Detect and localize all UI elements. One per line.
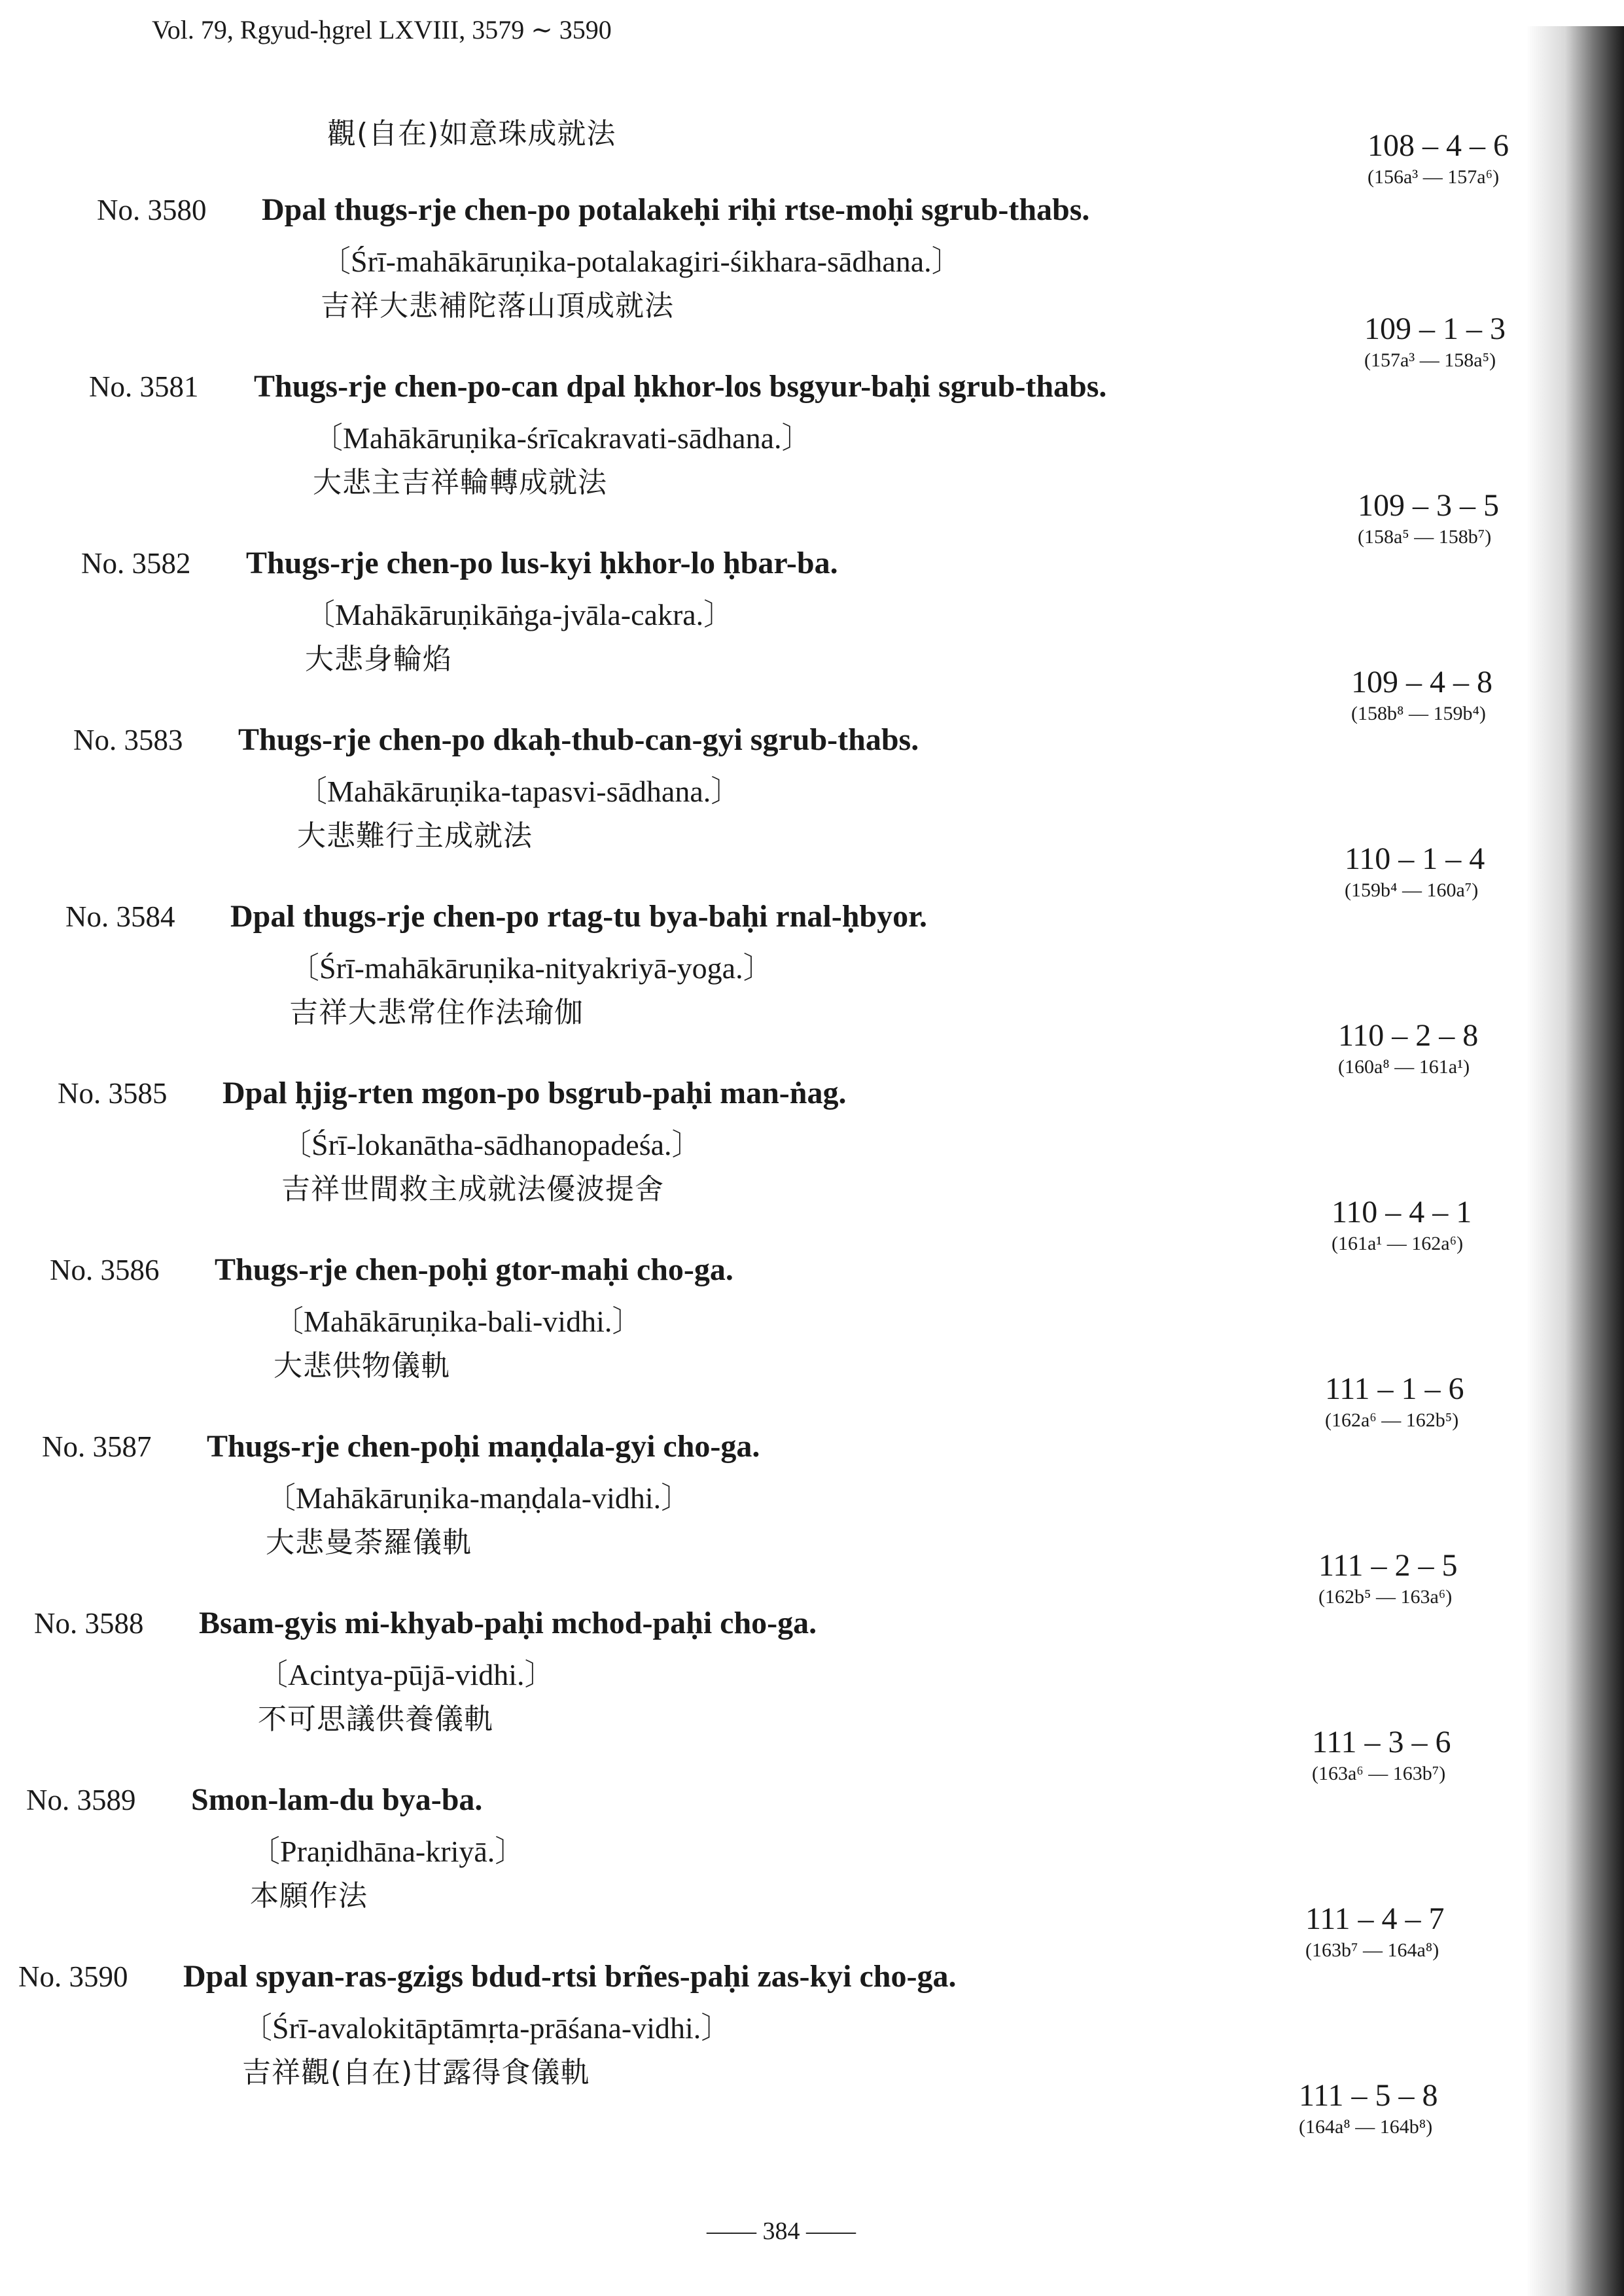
entry-tibetan-title: Thugs-rje chen-po lus-kyi ḥkhor-lo ḥbar-ba. — [246, 546, 838, 580]
entry-sanskrit-title: 〔Śrī-mahākāruṇika-potalakagiri-śikhara-sādhana.〕 — [321, 245, 962, 278]
folio-ref-main: 109 – 4 – 8 — [1351, 665, 1492, 699]
entry-sanskrit-title: 〔Mahākāruṇikāṅga-jvāla-cakra.〕 — [305, 598, 734, 631]
entry-chinese-title: 大悲主吉祥輪轉成就法 — [313, 466, 607, 499]
entry-sanskrit-title: 〔Acintya-pūjā-vidhi.〕 — [258, 1658, 555, 1691]
entry-chinese-title: 吉祥大悲常住作法瑜伽 — [289, 996, 584, 1029]
entry-sanskrit-title: 〔Mahākāruṇika-maṇḍala-vidhi.〕 — [266, 1481, 692, 1515]
entry-chinese-title: 吉祥世間救主成就法優波提舍 — [281, 1173, 664, 1206]
folio-ref-sub: (158b⁸ — 159b⁴) — [1351, 703, 1486, 724]
folio-ref-main: 111 – 5 – 8 — [1299, 2078, 1438, 2113]
entry-sanskrit-title: 〔Praṇidhāna-kriyā.〕 — [250, 1835, 525, 1868]
entry-tibetan-title: Dpal spyan-ras-gzigs bdud-rtsi brñes-paḥi zas-kyi cho-ga. — [183, 1959, 957, 1994]
entry-folio-ref — [1351, 664, 1492, 725]
folio-ref-sub: (160a⁸ — 161a¹) — [1338, 1056, 1470, 1078]
running-head: Vol. 79, Rgyud-ḥgrel LXVIII, 3579 ∼ 3590 — [152, 15, 612, 44]
folio-ref-sub: (162a⁶ — 162b⁵) — [1325, 1409, 1459, 1431]
folio-ref-sub: (159b⁴ — 160a⁷) — [1345, 879, 1479, 901]
entry-number: No. 3589 — [26, 1784, 136, 1816]
entry-folio-ref — [1312, 1724, 1451, 1785]
entry-tibetan-title: Thugs-rje chen-poḥi gtor-maḥi cho-ga. — [215, 1252, 733, 1287]
entry-sanskrit-title: 〔Śrī-mahākāruṇika-nityakriyā-yoga.〕 — [289, 951, 773, 985]
folio-ref-sub: (156a³ — 157a⁶) — [1368, 166, 1500, 188]
entry-number: No. 3580 — [97, 194, 207, 226]
scan-edge-shadow — [1526, 26, 1624, 2296]
entry-number: No. 3590 — [18, 1960, 128, 1993]
folio-ref-sub: (157a³ — 158a⁵) — [1364, 349, 1496, 371]
entry-number: No. 3582 — [81, 547, 191, 580]
entry-sanskrit-title: 〔Mahākāruṇika-bali-vidhi.〕 — [274, 1305, 643, 1338]
entry-tibetan-title: Thugs-rje chen-poḥi maṇḍala-gyi cho-ga. — [207, 1429, 760, 1464]
entry-folio-ref — [1338, 1017, 1478, 1078]
folio-ref-main: 111 – 2 – 5 — [1318, 1548, 1458, 1583]
folio-ref-main: 111 – 1 – 6 — [1325, 1371, 1464, 1406]
entry-folio-ref — [1332, 1194, 1472, 1255]
entry-chinese-title: 本願作法 — [250, 1879, 368, 1913]
entry-number: No. 3588 — [34, 1607, 144, 1640]
entry-chinese-title: 大悲身輪焰 — [305, 643, 452, 676]
entry-tibetan-title: Dpal ḥjig-rten mgon-po bsgrub-paḥi man-ṅag. — [222, 1076, 847, 1110]
entry-sanskrit-title: 〔Mahākāruṇika-tapasvi-sādhana.〕 — [297, 775, 741, 808]
folio-ref-sub: (164a⁸ — 164b⁸) — [1299, 2116, 1433, 2138]
folio-ref-main: 111 – 4 – 7 — [1305, 1901, 1445, 1936]
folio-ref-main: 110 – 1 – 4 — [1345, 841, 1485, 876]
folio-ref-sub: (158a⁵ — 158b⁷) — [1358, 526, 1492, 548]
entry-chinese-title: 吉祥大悲補陀落山頂成就法 — [321, 289, 674, 323]
entry-folio-ref — [1305, 1901, 1444, 1962]
entry-folio-ref — [1345, 841, 1485, 902]
folio-ref-main: 110 – 2 – 8 — [1338, 1018, 1479, 1053]
continued-folio-ref — [1368, 128, 1509, 188]
folio-ref-sub: (161a¹ — 162a⁶) — [1332, 1233, 1464, 1254]
entry-tibetan-title: Dpal thugs-rje chen-po potalakeḥi riḥi rtse-moḥi sgrub-thabs. — [262, 192, 1090, 227]
entry-chinese-title: 大悲曼荼羅儀軌 — [266, 1526, 472, 1559]
entry-chinese-title: 大悲難行主成就法 — [297, 819, 533, 853]
entry-tibetan-title: Dpal thugs-rje chen-po rtag-tu bya-baḥi rnal-ḥbyor. — [230, 899, 927, 934]
entry-number: No. 3585 — [58, 1077, 168, 1110]
entry-chinese-title: 不可思議供養儀軌 — [258, 1703, 493, 1736]
entry-folio-ref — [1299, 2077, 1438, 2138]
folio-ref-main: 110 – 4 – 1 — [1332, 1195, 1472, 1229]
folio-ref-sub: (163a⁶ — 163b⁷) — [1312, 1763, 1446, 1784]
entry-number: No. 3584 — [65, 900, 175, 933]
folio-ref-sub: (162b⁵ — 163a⁶) — [1318, 1586, 1453, 1608]
folio-ref-main: 109 – 3 – 5 — [1358, 488, 1499, 523]
entry-folio-ref — [1318, 1547, 1457, 1608]
folio-ref-main: 109 – 1 – 3 — [1364, 311, 1506, 346]
entry-folio-ref — [1358, 487, 1499, 548]
entry-number: No. 3587 — [42, 1430, 152, 1463]
entry-number: No. 3583 — [73, 724, 183, 756]
entry-tibetan-title: Thugs-rje chen-po dkaḥ-thub-can-gyi sgrub-thabs. — [238, 722, 919, 757]
entry-chinese-title: 吉祥觀(自在)甘露得食儀軌 — [242, 2056, 590, 2089]
entry-number: No. 3586 — [50, 1254, 160, 1286]
entry-chinese-title: 大悲供物儀軌 — [274, 1349, 450, 1383]
folio-ref-main: 111 – 3 – 6 — [1312, 1725, 1451, 1759]
entry-tibetan-title: Smon-lam-du bya-ba. — [191, 1782, 483, 1817]
entry-tibetan-title: Thugs-rje chen-po-can dpal ḥkhor-los bsgyur-baḥi sgrub-thabs. — [254, 369, 1107, 404]
entry-folio-ref — [1364, 311, 1506, 372]
entry-sanskrit-title: 〔Mahākāruṇika-śrīcakravati-sādhana.〕 — [313, 421, 812, 455]
entry-tibetan-title: Bsam-gyis mi-khyab-paḥi mchod-paḥi cho-ga. — [199, 1606, 817, 1640]
folio-ref-main: 108 – 4 – 6 — [1368, 128, 1509, 163]
entry-sanskrit-title: 〔Śrī-avalokitāptāmṛta-prāśana-vidhi.〕 — [242, 2011, 732, 2045]
folio-ref-sub: (163b⁷ — 164a⁸) — [1305, 1939, 1439, 1961]
entry-sanskrit-title: 〔Śrī-lokanātha-sādhanopadeśa.〕 — [281, 1128, 702, 1161]
page-number: —— 384 —— — [707, 2217, 856, 2245]
entry-number: No. 3581 — [89, 370, 199, 403]
continued-chinese-title: 觀(自在)如意珠成就法 — [327, 117, 616, 150]
entry-folio-ref — [1325, 1371, 1464, 1432]
